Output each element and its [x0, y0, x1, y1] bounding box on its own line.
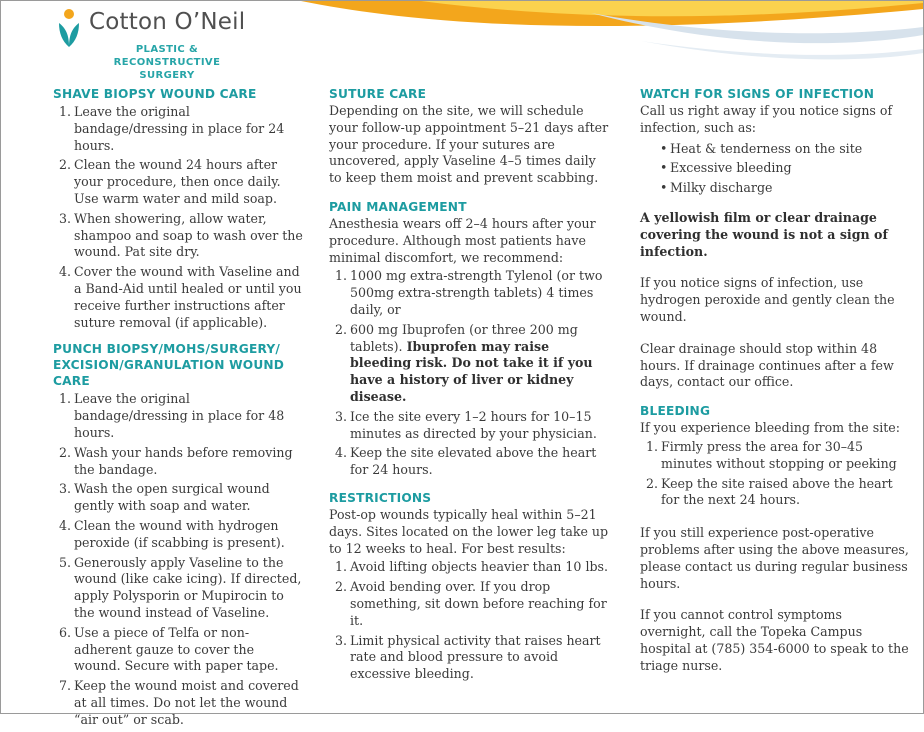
list-number: 6.: [59, 624, 72, 640]
pain-steps-list: [329, 268, 609, 479]
list-item: [53, 157, 303, 207]
list-text: Keep the site elevated above the heart for 24 hours.: [350, 445, 597, 478]
list-text: Limit physical activity that raises heart rate and blood pressure to avoid excessive bleeding.: [350, 632, 601, 682]
list-number: 2.: [335, 579, 348, 595]
list-item: [640, 439, 910, 473]
list-number: 7.: [59, 678, 72, 694]
shave-steps-list: [53, 104, 303, 331]
list-number: 3.: [335, 408, 348, 424]
list-item: [53, 555, 303, 622]
list-text: Keep the wound moist and covered at all times. Do not let the wound “air out” or scab.: [74, 678, 299, 727]
list-number: 1.: [646, 438, 659, 454]
list-text: Avoid lifting objects heavier than 10 lbs.: [350, 559, 609, 575]
list-number: 1.: [335, 268, 348, 284]
punch-heading-line-2: EXCISION/GRANULATION WOUND CARE: [53, 358, 285, 389]
list-text: Wash the open surgical wound gently with soap and water.: [74, 481, 270, 514]
list-item: [53, 518, 303, 552]
list-item: [640, 160, 910, 177]
list-text: Generously apply Vaseline to the wound (like cake icing). If directed, apply Polysporin or Mupirocin to the wound instead of Vaseline.: [74, 554, 302, 620]
list-number: 4.: [59, 264, 72, 280]
department-line-2: RECONSTRUCTIVE SURGERY: [113, 57, 221, 81]
logo-mark-icon: [57, 7, 83, 49]
list-number: 1.: [59, 104, 72, 119]
list-text: Keep the site raised above the heart for the next 24 hours.: [661, 475, 893, 508]
bleeding-intro: If you experience bleeding from the site:: [640, 420, 900, 436]
infection-signs-list: [640, 141, 910, 197]
postop-problems-text: If you still experience post-operative problems after using the above measures, please contact us during regular business hours.: [640, 525, 909, 591]
list-item: [53, 211, 303, 261]
drainage-note: A yellowish film or clear drainage covering the wound is not a sign of infection.: [640, 209, 888, 259]
list-number: 2.: [335, 321, 348, 337]
list-number: 2.: [646, 475, 659, 491]
list-item: [329, 268, 609, 318]
list-item: [53, 104, 303, 154]
list-number: 1.: [335, 559, 348, 575]
punch-heading-line-1: PUNCH BIOPSY/MOHS/SURGERY/: [53, 342, 281, 357]
restrictions-heading: RESTRICTIONS: [329, 490, 432, 505]
list-number: 4.: [335, 445, 348, 461]
department-line-1: PLASTIC &: [135, 44, 199, 55]
peroxide-text: If you notice signs of infection, use hydrogen peroxide and gently clean the wound.: [640, 275, 895, 324]
list-text: Heat & tenderness on the site: [670, 140, 863, 156]
list-text: Clean the wound with hydrogen peroxide (if scabbing is present).: [74, 517, 285, 550]
list-item: [329, 322, 609, 406]
bleeding-steps-list: [640, 439, 910, 509]
list-number: 2.: [59, 157, 72, 173]
restrictions-intro: Post-op wounds typically heal within 5–21 days. Sites located on the lower leg take up to 12 weeks to heal. For best results:: [329, 506, 609, 556]
list-text: When showering, allow water, shampoo and soap to wash over the wound. Pat site dry.: [74, 210, 303, 260]
list-text: Use a piece of Telfa or non-adherent gauze to cover the wound. Secure with paper tape.: [74, 624, 279, 674]
list-text: 1000 mg extra-strength Tylenol (or two 500mg extra-strength tablets) 4 times daily, or: [350, 268, 603, 317]
bullet-icon: •: [660, 160, 668, 176]
list-item: [329, 633, 609, 683]
list-number: 3.: [59, 481, 72, 497]
list-text: Clean the wound 24 hours after your procedure, then once daily. Use warm water and mild soap.: [74, 157, 281, 206]
list-number: 1.: [59, 391, 72, 407]
list-text: 600 mg Ibuprofen (or three 200 mg tablets).: [350, 321, 578, 354]
pain-heading: PAIN MANAGEMENT: [329, 199, 467, 214]
list-text: Excessive bleeding: [670, 160, 792, 176]
list-text: Leave the original bandage/dressing in place for 48 hours.: [74, 391, 285, 440]
infection-intro: Call us right away if you notice signs of infection, such as:: [640, 103, 893, 135]
list-number: 4.: [59, 517, 72, 533]
list-item: [329, 559, 609, 576]
list-text: Milky discharge: [670, 180, 773, 196]
drainage-text: Clear drainage should stop within 48 hours. If drainage continues after a few days, contact our office.: [640, 340, 894, 390]
list-item: [329, 445, 609, 479]
bullet-icon: •: [660, 140, 668, 156]
list-item: [53, 481, 303, 515]
list-item: [53, 678, 303, 728]
bullet-icon: •: [660, 180, 668, 196]
list-item: [53, 264, 303, 331]
list-number: 3.: [59, 210, 72, 226]
list-text: Cover the wound with Vaseline and a Band-Aid until healed or until you receive further instructions after suture removal (if applicable).: [74, 264, 302, 330]
punch-steps-list: [53, 391, 303, 728]
overnight-contact-text: If you cannot control symptoms overnight, call the Topeka Campus hospital at (785) 354-6000 to speak to the triage nurse.: [640, 607, 909, 673]
ibuprofen-warning: Ibuprofen may raise bleeding risk. Do not take it if you have a history of liver or kidney disease.: [350, 338, 593, 404]
list-text: Leave the original bandage/dressing in place for 24 hours.: [74, 104, 285, 153]
list-number: 3.: [335, 632, 348, 648]
column-left: [53, 86, 303, 732]
list-number: 5.: [59, 554, 72, 570]
column-right: [640, 86, 910, 675]
list-item: [640, 180, 910, 197]
list-item: [53, 625, 303, 675]
list-text: Avoid bending over. If you drop something, sit down before reaching for it.: [350, 579, 607, 628]
list-number: 2.: [59, 444, 72, 460]
brand-name: Cotton O’Neil: [89, 9, 246, 35]
pain-intro: Anesthesia wears off 2–4 hours after your procedure. Although most patients have minimal discomfort, we recommend:: [329, 215, 596, 265]
punch-heading: [53, 341, 303, 389]
list-text: Firmly press the area for 30–45 minutes without stopping or peeking: [661, 438, 897, 471]
list-item: [53, 391, 303, 441]
bleeding-heading: BLEEDING: [640, 404, 711, 419]
suture-text: Depending on the site, we will schedule your follow-up appointment 5–21 days after your procedure. If your sutures are uncovered, apply Vaseline 4–5 times daily to keep them moist and prevent scabbing.: [329, 103, 609, 186]
restrictions-list: [329, 559, 609, 683]
department-name: [91, 43, 243, 82]
list-item: [329, 409, 609, 443]
list-item: [53, 445, 303, 479]
list-text: Ice the site every 1–2 hours for 10–15 minutes as directed by your physician.: [350, 408, 597, 441]
list-text: Wash your hands before removing the bandage.: [74, 444, 293, 477]
infection-heading: WATCH FOR SIGNS OF INFECTION: [640, 87, 875, 101]
suture-heading: SUTURE CARE: [329, 87, 427, 101]
list-item: [329, 579, 609, 629]
column-middle: [329, 86, 609, 686]
list-item: [640, 476, 910, 510]
list-item: [640, 141, 910, 158]
shave-heading: SHAVE BIOPSY WOUND CARE: [53, 87, 257, 101]
